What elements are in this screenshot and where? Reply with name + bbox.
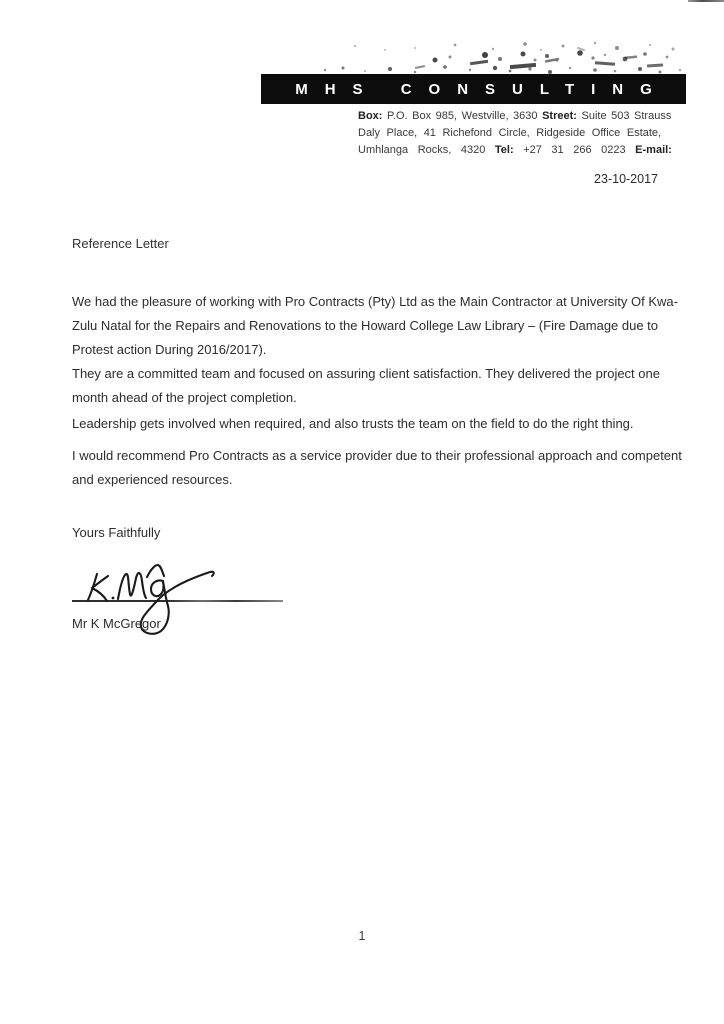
contact-street-value-3: Umhlanga Rocks, 4320 (358, 144, 486, 156)
company-logo-bar (261, 74, 686, 104)
letter-date: 23-10-2017 (594, 172, 658, 186)
paragraph-2 (72, 362, 660, 410)
contact-line-3 (358, 142, 680, 159)
letter-subject: Reference Letter (72, 236, 169, 251)
signatory-name: Mr K McGregor (72, 616, 161, 631)
contact-email-label: E-mail: (635, 144, 672, 156)
contact-box-value: P.O. Box 985, Westville, 3630 (387, 110, 538, 122)
contact-tel-value: +27 31 266 0223 (523, 144, 626, 156)
contact-street-value-2: Daly Place, 41 Richefond Circle, Ridgeside Office Estate, (358, 127, 662, 139)
contact-street-label: Street: (542, 110, 577, 122)
paragraph-1-line-3: Protest action During 2016/2017). (72, 342, 267, 357)
scan-noise-texture (295, 40, 700, 74)
paragraph-1 (72, 290, 678, 362)
paragraph-1-line-2: Zulu Natal for the Repairs and Renovations to the Howard College Law Library – (Fire Damage due to (72, 318, 659, 333)
closing-salutation: Yours Faithfully (72, 525, 161, 540)
contact-box-label: Box: (358, 110, 383, 122)
paragraph-4 (72, 444, 682, 492)
contact-tel-label: Tel: (494, 144, 514, 156)
paragraph-2-line-2: month ahead of the project completion. (72, 390, 297, 405)
contact-line-2 (358, 125, 680, 142)
contact-line-1 (358, 108, 680, 125)
page-number: 1 (358, 929, 366, 943)
paragraph-1-line-1: We had the pleasure of working with Pro Contracts (Pty) Ltd as the Main Contractor at University Of Kwa- (72, 294, 678, 309)
contact-street-value-1: Suite 503 Strauss (581, 110, 672, 122)
paragraph-4-line-1: I would recommend Pro Contracts as a service provider due to their professional approach and competent (72, 448, 682, 463)
company-logo-text: MHS CONSULTING (295, 80, 669, 98)
scan-artifact-top-right (688, 0, 724, 2)
paragraph-3-line-1: Leadership gets involved when required, and also trusts the team on the field to do the right thing. (72, 416, 634, 431)
paragraph-4-line-2: and experienced resources. (72, 472, 233, 487)
paragraph-3 (72, 412, 634, 436)
paragraph-2-line-1: They are a committed team and focused on assuring client satisfaction. They delivered the project one (72, 366, 660, 381)
contact-block (358, 108, 680, 159)
